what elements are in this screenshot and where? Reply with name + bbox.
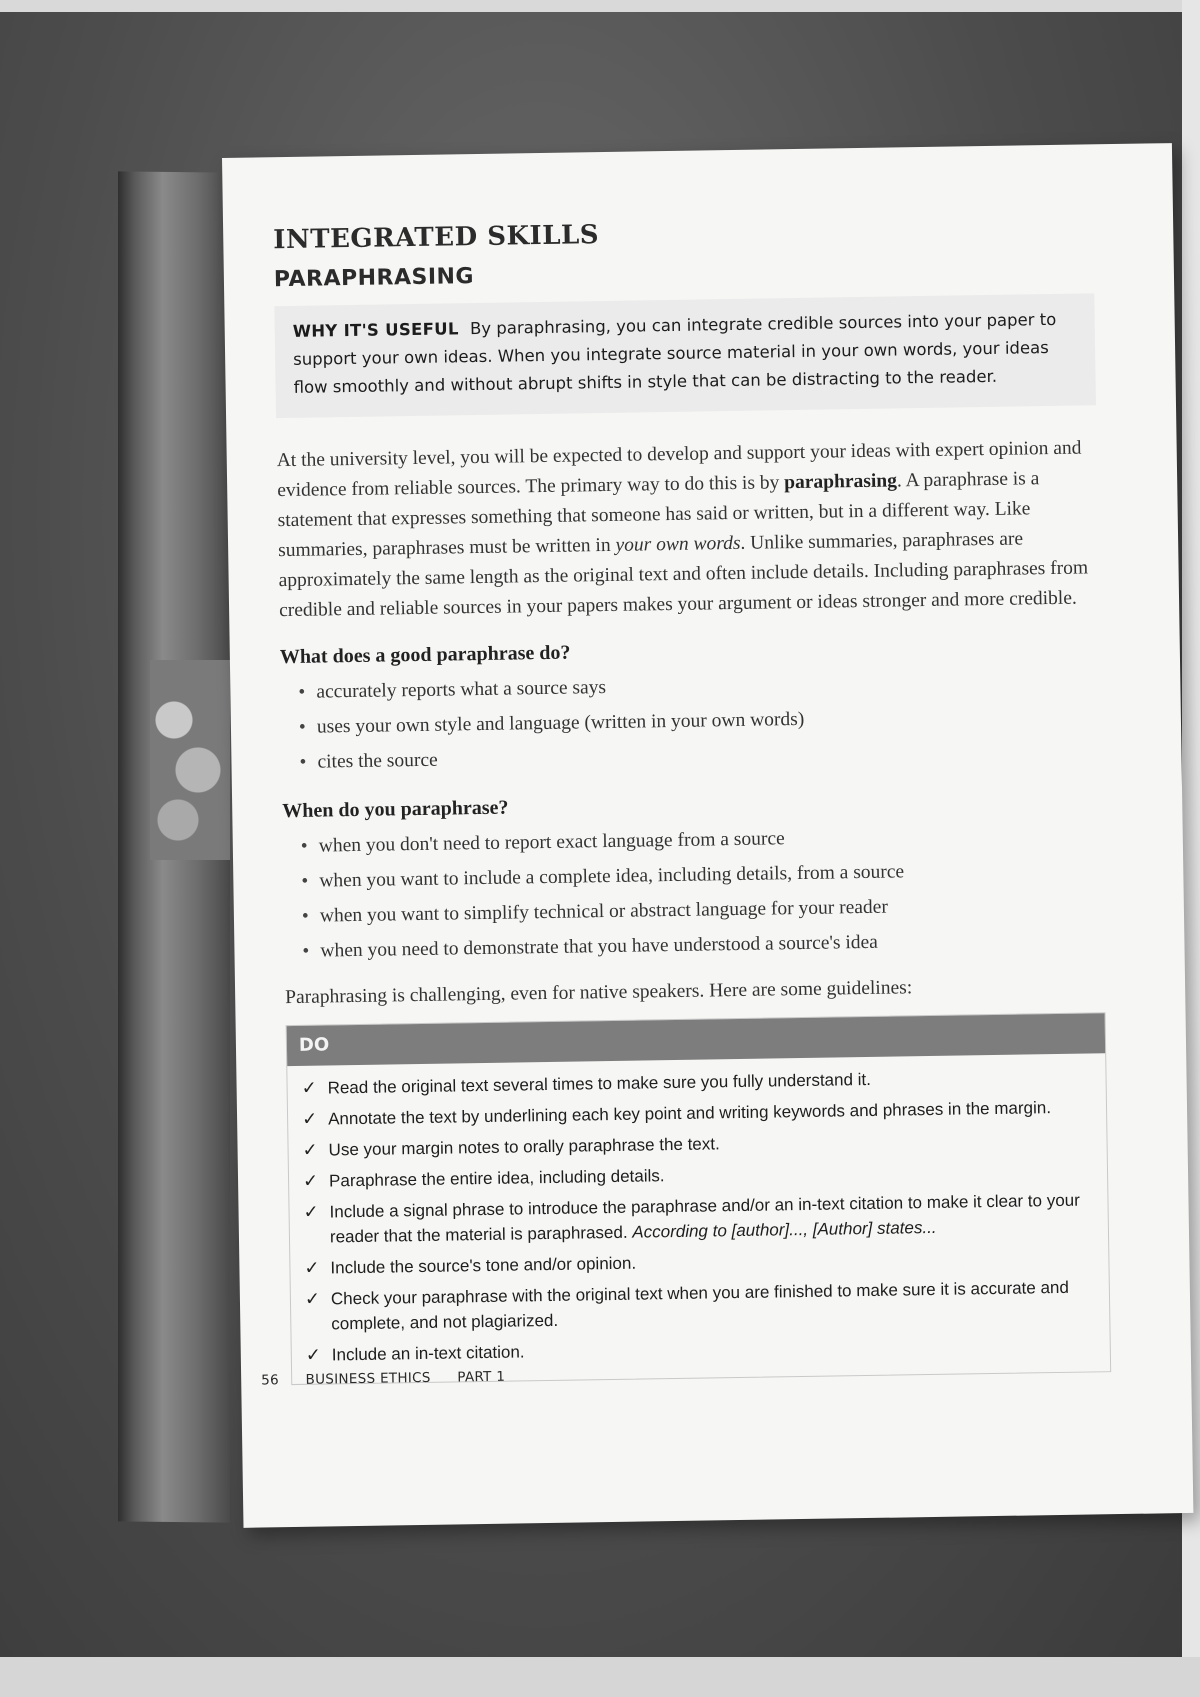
when-paraphrase-list — [283, 816, 1105, 969]
why-useful-text: By paraphrasing, you can integrate credible sources into your paper to support your own ideas. When you integrate source material in your own words, your ideas flow smoothly and without abrupt shifts in style that can be distracting to the reader. — [293, 309, 1057, 397]
do-item — [301, 1094, 1092, 1131]
do-item — [303, 1187, 1094, 1249]
intro-text-2: . A paraphrase is a statement that expresses something that someone has said or written, but in a different way. Like summaries, paraphrases must be written in — [277, 468, 1040, 562]
page-number: 56 — [261, 1372, 280, 1389]
do-item — [304, 1274, 1096, 1336]
scan-bottom-edge — [0, 1657, 1200, 1697]
do-item-text: Check your paraphrase with the original text when you are finished to make sure it is accurate and complete, and not plagiarized. — [330, 1277, 1070, 1334]
list-item: • cites the source — [317, 732, 1101, 779]
do-item-text: Include an in-text citation. — [331, 1342, 525, 1365]
list-item: • when you want to include a complete idea, including details, from a source — [319, 851, 1103, 898]
list-item: • uses your own style and language (written in your own words) — [317, 697, 1101, 744]
do-item-text: Read the original text several times to make sure you fully understand it. — [327, 1069, 872, 1098]
part-label: PART 1 — [457, 1368, 506, 1386]
do-item — [305, 1330, 1096, 1367]
check-icon: ✓ — [304, 1288, 321, 1309]
list-item: • when you need to demonstrate that you have understood a source's idea — [320, 921, 1104, 968]
scan-top-edge — [0, 0, 1200, 12]
signal-phrase-example: According to [author]..., [Author] states... — [632, 1217, 937, 1242]
section-title: INTEGRATED SKILLS — [273, 220, 600, 256]
coin-photo-image — [150, 660, 230, 860]
intro-emphasis: your own words — [615, 532, 741, 556]
do-item-text: Annotate the text by underlining each key point and writing keywords and phrases in the margin. — [327, 1098, 1052, 1129]
intro-text-3: . Unlike summaries, paraphrases are approximately the same length as the original text and often include details. Including paraphrases from credible and reliable sources in your papers makes your argument or ideas stronger and more credible. — [278, 528, 1089, 622]
when-paraphrase-heading: When do you paraphrase? — [282, 796, 509, 823]
page-footer — [261, 1368, 527, 1388]
list-item: • when you want to simplify technical or abstract language for your reader — [320, 886, 1104, 933]
intro-keyword: paraphrasing — [784, 470, 898, 494]
do-item-text: Use your margin notes to orally paraphrase the text. — [328, 1134, 720, 1160]
list-item: • accurately reports what a source says — [316, 662, 1100, 709]
book-title: BUSINESS ETHICS — [305, 1369, 431, 1388]
check-icon: ✓ — [304, 1257, 320, 1278]
intro-text-1: At the university level, you will be expected to develop and support your ideas with expert opinion and evidence from reliable sources. The primary way to do this is by — [276, 437, 1082, 502]
subsection-title: PARAPHRASING — [273, 264, 475, 293]
check-icon: ✓ — [302, 1170, 319, 1191]
list-item: • when you don't need to report exact language from a source — [319, 816, 1103, 863]
check-icon: ✓ — [301, 1077, 317, 1098]
why-useful-label: WHY IT'S USEFUL — [292, 319, 459, 341]
good-paraphrase-list — [280, 662, 1102, 780]
book-page — [222, 143, 1193, 1528]
check-icon: ✓ — [302, 1139, 318, 1160]
intro-paragraph — [277, 433, 1100, 626]
page-content — [273, 212, 1111, 1385]
do-item-text: Paraphrase the entire idea, including details. — [328, 1166, 665, 1191]
do-item-text: Include a signal phrase to introduce the paraphrase and/or an in-text citation to make it clear to your reader that the material is paraphrased. — [329, 1190, 1080, 1247]
do-header: DO — [287, 1013, 1106, 1066]
guidelines-intro: Paraphrasing is challenging, even for native speakers. Here are some guidelines: — [285, 977, 913, 1009]
good-paraphrase-heading: What does a good paraphrase do? — [279, 641, 571, 669]
do-item — [302, 1156, 1093, 1193]
check-icon: ✓ — [305, 1344, 322, 1365]
check-icon: ✓ — [301, 1108, 318, 1129]
do-item — [301, 1063, 1091, 1100]
check-icon: ✓ — [303, 1201, 319, 1222]
why-useful-box — [274, 293, 1096, 418]
do-item-text: Include the source's tone and/or opinion. — [330, 1253, 637, 1278]
do-item — [304, 1243, 1094, 1280]
do-item — [302, 1125, 1092, 1162]
do-box — [286, 1012, 1112, 1385]
do-list — [287, 1053, 1110, 1384]
